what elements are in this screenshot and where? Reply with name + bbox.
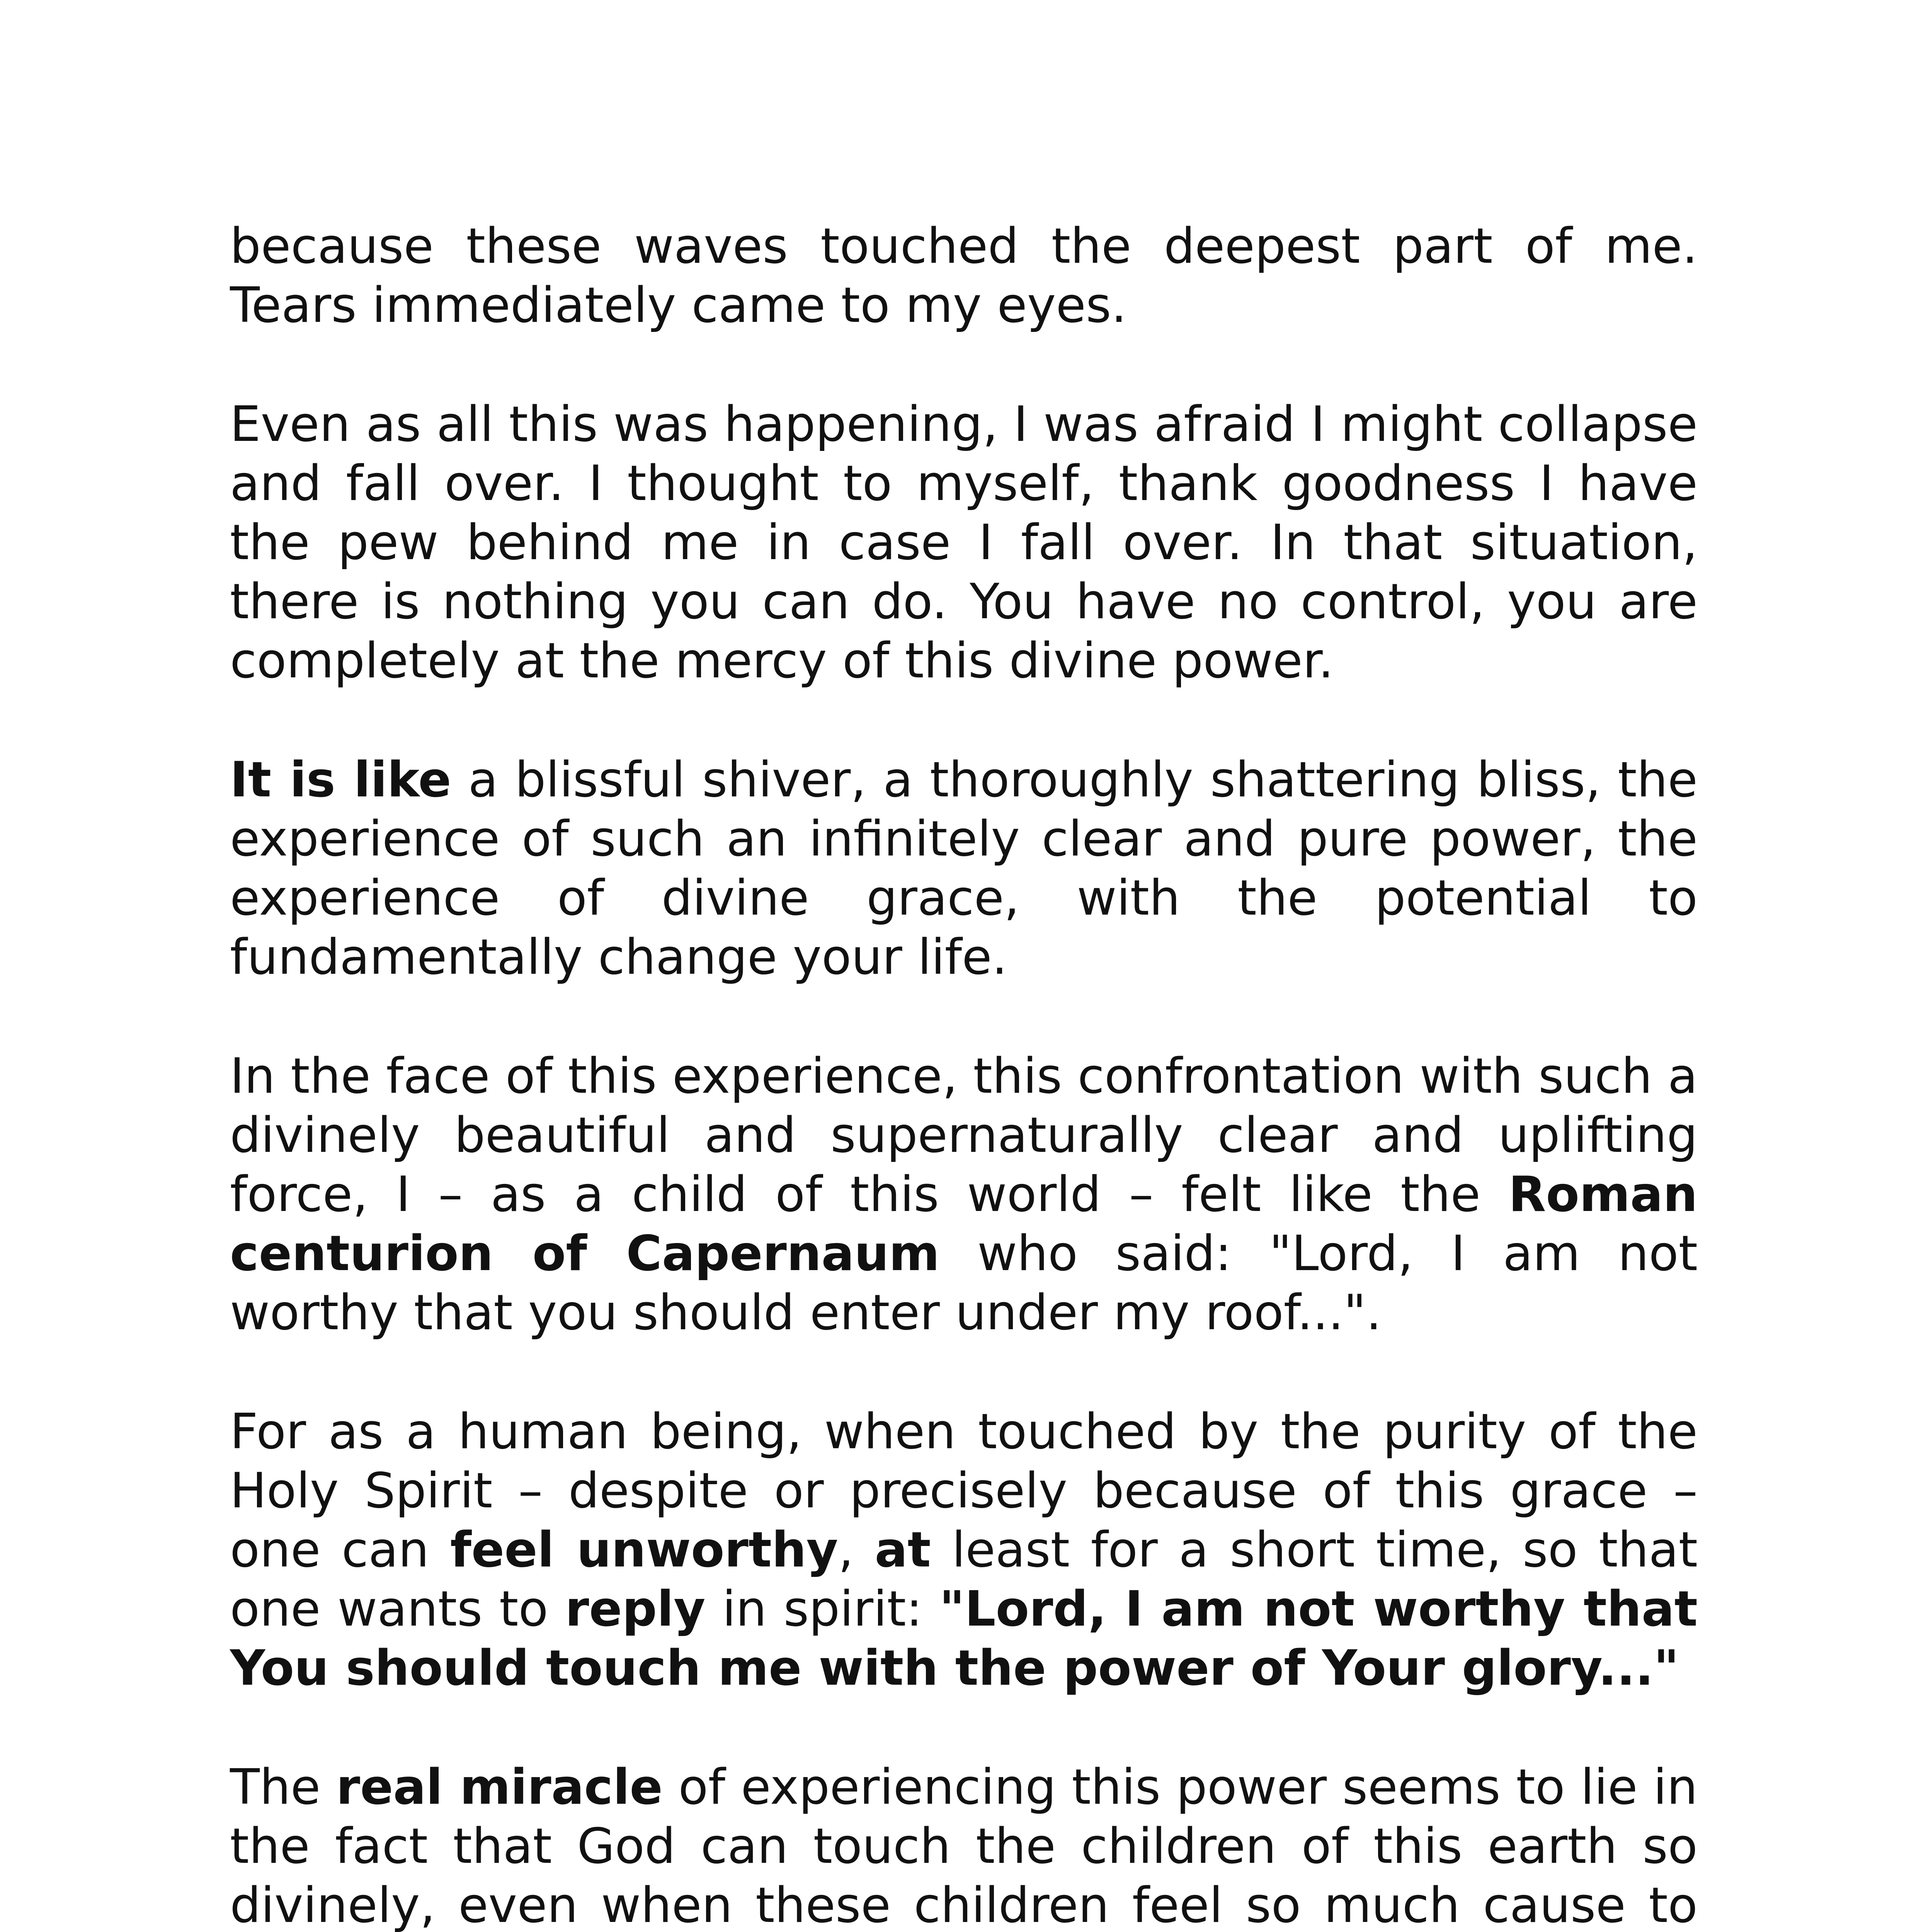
paragraph-text: , <box>838 1521 875 1578</box>
paragraph-4 <box>230 1046 1698 1342</box>
bold-phrase: reply <box>565 1580 706 1637</box>
paragraph-text: For as a human being, when touched by the purity of the Holy Spirit – despite or precisely because of this grace – one can <box>230 1403 1698 1578</box>
bold-phrase: feel unworthy <box>450 1521 838 1578</box>
paragraph-text: Even as all this was happening, I was afraid I might collapse and fall over. I thought to myself, thank goodness I have the pew behind me in case I fall over. In that situation, there is nothing you can do. You have no control, you are completely at the mercy of this divine power. <box>230 396 1698 689</box>
paragraph-text: who said: "Lord, I am not worthy that you should enter under my roof...". <box>230 1225 1698 1341</box>
paragraph-6 <box>230 1757 1698 1932</box>
paragraph-1 <box>230 216 1698 335</box>
document-body <box>230 216 1698 1932</box>
paragraph-text: The <box>230 1759 336 1815</box>
paragraph-text: in spirit: <box>705 1580 939 1637</box>
paragraph-text: of experiencing this power seems to lie in the fact that God can touch the children of this earth so divinely, even when these children feel so much cause to <box>230 1759 1698 1932</box>
paragraph-text: because these waves touched the deepest part of me. Tears immediately came to my eyes. <box>230 218 1698 333</box>
paragraph-text: a blissful shiver, a thoroughly shattering bliss, the experience of such an infinitely clear and pure power, the experience of divine grace, with the potential to fundamentally change your life. <box>230 751 1698 985</box>
bold-phrase: It is like <box>230 751 451 808</box>
bold-phrase: Roman centurion of Capernaum <box>230 1166 1698 1282</box>
paragraph-5 <box>230 1402 1698 1697</box>
bold-phrase: at <box>875 1521 931 1578</box>
paragraph-2 <box>230 395 1698 690</box>
bold-phrase: real miracle <box>336 1759 663 1815</box>
paragraph-3 <box>230 750 1698 986</box>
bold-quote: "Lord, I am not worthy that You should touch me with the power of Your glory..." <box>230 1580 1698 1696</box>
paragraph-text: In the face of this experience, this confrontation with such a divinely beautiful and supernaturally clear and uplifting force, I – as a child of this world – felt like the <box>230 1048 1698 1223</box>
paragraph-text: least for a short time, so that one wants to <box>230 1521 1698 1637</box>
